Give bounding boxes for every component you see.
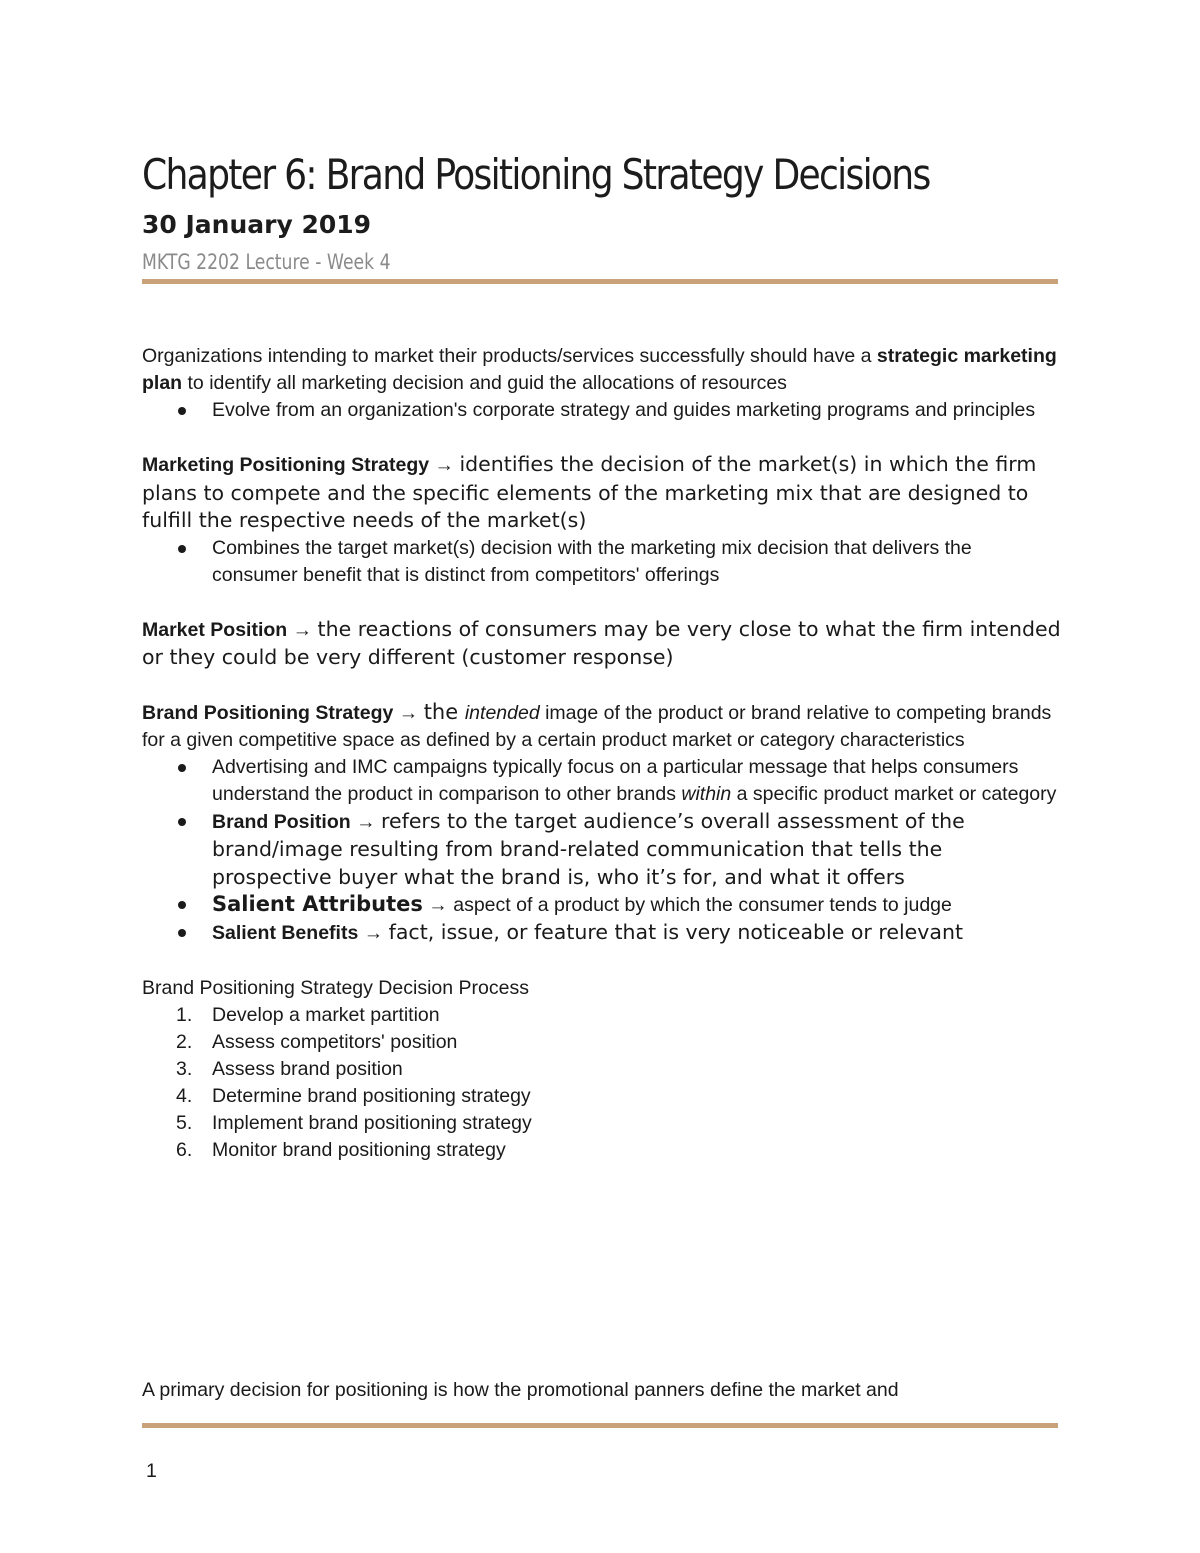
list-item: 2. Assess competitors' position: [176, 1030, 458, 1053]
process-steps: [142, 1002, 1062, 1164]
bps-bullets: [142, 754, 1062, 948]
bullet-icon: [178, 764, 186, 772]
list-item: 3. Assess brand position: [176, 1057, 403, 1080]
list-item: Brand Position → refers to the target audience’s overall assessment of the brand/image resulting from brand-related communication that tells the prospective buyer what the brand is, who it’s for, and what it offers: [142, 808, 1062, 892]
list-item: Salient Attributes → aspect of a product by which the consumer tends to judge: [142, 891, 1062, 919]
mps-term: Marketing Positioning Strategy: [142, 454, 430, 476]
intro-text: Organizations intending to market their products/services successfully should have a: [142, 345, 877, 367]
footer-divider: [142, 1423, 1058, 1428]
list-item: 5. Implement brand positioning strategy: [176, 1111, 532, 1134]
list-item: 1. Develop a market partition: [176, 1003, 440, 1026]
market-position-term: Market Position: [142, 618, 288, 641]
process-heading: Brand Positioning Strategy Decision Process: [142, 976, 529, 999]
list-item: Advertising and IMC campaigns typically focus on a particular message that helps consumers understand the product in comparison to other brands within a specific product market or category: [142, 754, 1062, 808]
bps-term: Brand Positioning Strategy: [142, 701, 394, 724]
mps-definition: identifies the decision of the market(s) in which the firm plans to compete and the specific elements of the marketing mix that are designed to fulfill the respective needs of the market(s): [142, 452, 1037, 532]
page-title: Chapter 6: Brand Positioning Strategy Decisions: [142, 150, 930, 199]
intro-paragraph: [142, 343, 1062, 397]
market-position-definition: the reactions of consumers may be very close to what the firm intended or they could be very different (customer response): [142, 616, 1061, 669]
list-item: 4. Determine brand positioning strategy: [176, 1084, 531, 1107]
bps-definition: image of the product or brand relative to competing brands for a given competitive space as defined by a certain product market or category characteristics: [142, 701, 1052, 751]
brand-position-term: Brand Position: [212, 810, 351, 833]
document-date: 30 January 2019: [142, 210, 372, 239]
intro-bold-term: strategic marketing plan: [142, 345, 1057, 394]
bullet-icon: [178, 818, 186, 826]
document-body: [142, 343, 1062, 1164]
mps-bullets: [142, 535, 1062, 589]
bps-italic: intended: [464, 701, 540, 724]
document-subtitle: MKTG 2202 Lecture - Week 4: [142, 250, 391, 274]
bps-paragraph: Brand Positioning Strategy → the intended image of the product or brand relative to competing brands for a given competitive space as defined by a certain product market or category characteristics: [142, 699, 1052, 751]
mps-paragraph: Marketing Positioning Strategy → identifies the decision of the market(s) in which the firm plans to compete and the specific elements of the marketing mix that are designed to fulfill the respective needs of the market(s): [142, 452, 1037, 532]
closing-paragraph: A primary decision for positioning is how the promotional panners define the market and: [142, 1379, 899, 1401]
list-item: Evolve from an organization's corporate strategy and guides marketing programs and principles: [142, 397, 1062, 424]
list-item: Combines the target market(s) decision with the marketing mix decision that delivers the consumer benefit that is distinct from competitors' offerings: [142, 535, 1062, 589]
intro-bullets: [142, 397, 1062, 424]
page-number: 1: [146, 1460, 157, 1482]
bullet-icon: [178, 545, 186, 553]
salient-attributes-term: Salient Attributes: [212, 892, 423, 916]
bullet-icon: [178, 407, 186, 415]
intro-text-end: to identify all marketing decision and guid the allocations of resources: [182, 372, 787, 394]
bullet-icon: [178, 901, 186, 909]
header-divider: [142, 279, 1058, 284]
list-item: 6. Monitor brand positioning strategy: [176, 1138, 506, 1161]
list-item: Salient Benefits → fact, issue, or feature that is very noticeable or relevant: [142, 919, 1062, 948]
market-position-paragraph: Market Position → the reactions of consumers may be very close to what the firm intended or they could be very different (customer response): [142, 616, 1061, 669]
salient-benefits-term: Salient Benefits: [212, 922, 359, 944]
bullet-icon: [178, 929, 186, 937]
